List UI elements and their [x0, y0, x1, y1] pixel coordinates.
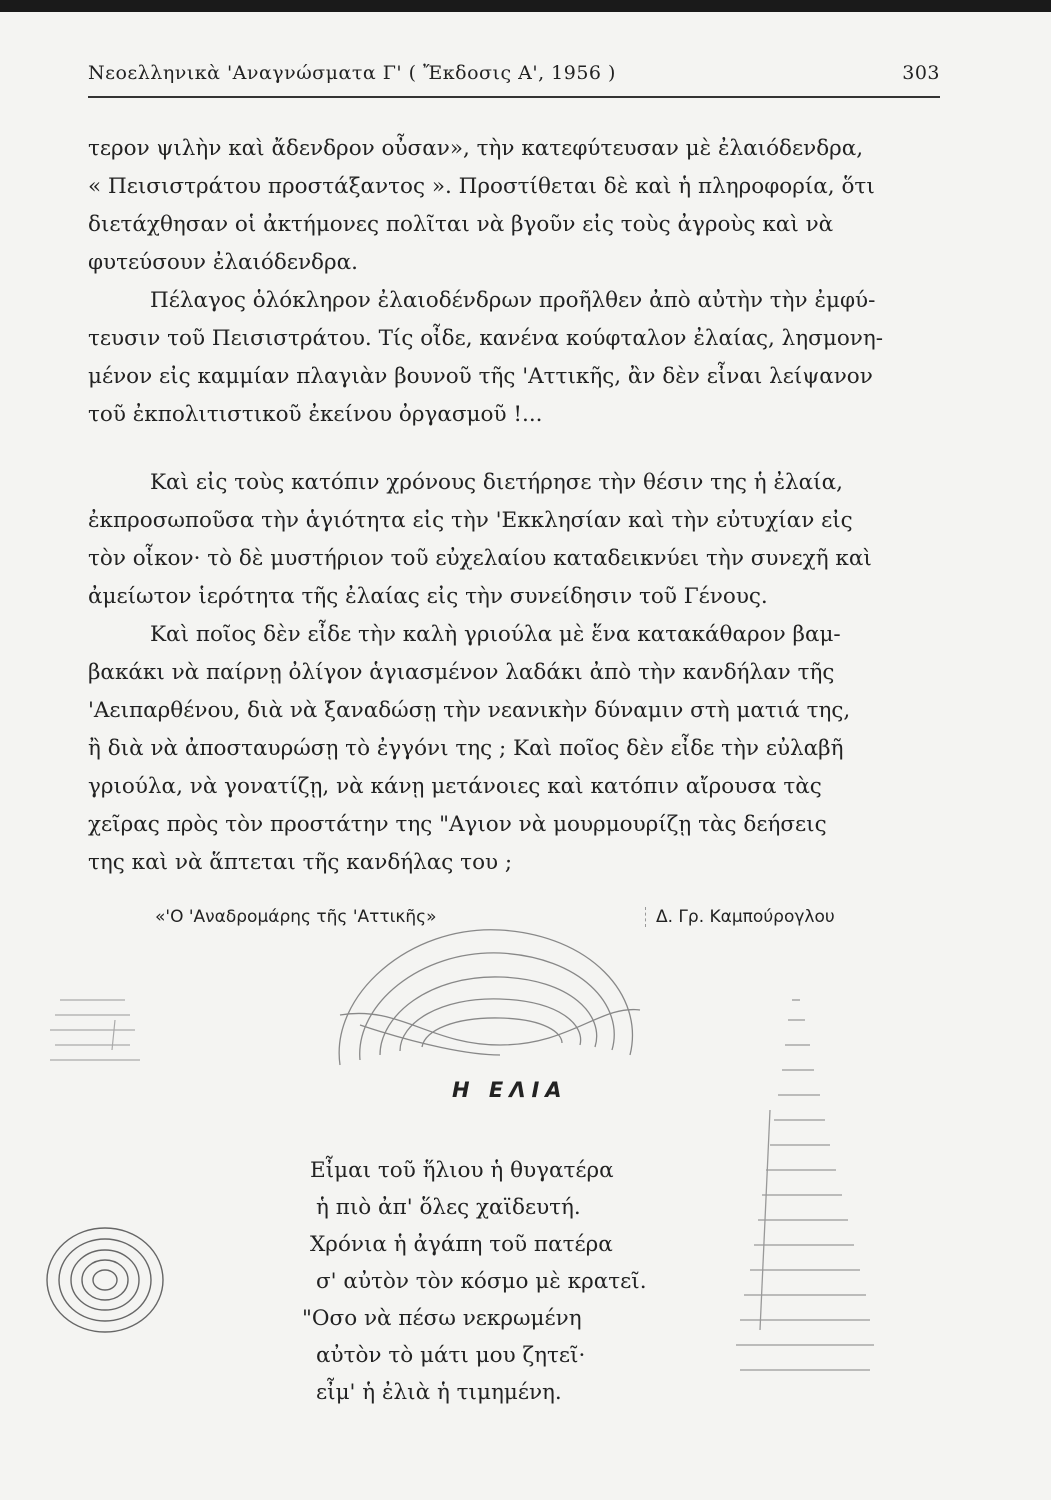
text-line: φυτεύσουν ἐλαιόδενδρα. — [88, 250, 358, 275]
scan-top-edge — [0, 0, 1051, 12]
text-line: τὸν οἶκον· τὸ δὲ μυστήριον τοῦ εὐχελαίου καταδεικνύει τὴν συνεχῆ καὶ — [88, 546, 872, 571]
text-line: γριούλα, νὰ γονατίζῃ, νὰ κάνῃ μετάνοιες καὶ κατόπιν αἴρουσα τὰς — [88, 774, 822, 799]
text-line: 'Αειπαρθένου, διὰ νὰ ξαναδώσῃ τὴν νεανικὴν δύναμιν στὴ ματιά της, — [88, 698, 851, 723]
text-line: « Πεισιστράτου προστάξαντος ». Προστίθεται δὲ καὶ ἡ πληροφορία, ὅτι — [88, 174, 875, 199]
header-rule — [88, 96, 940, 98]
source-author: Δ. Γρ. Καμπούρογλου — [645, 907, 835, 927]
text-line: χεῖρας πρὸς τὸν προστάτην της "Αγιον νὰ μουρμουρίζῃ τὰς δεήσεις — [88, 812, 827, 837]
poem-line: σ' αὐτὸν τὸν κόσμο μὲ κρατεῖ. — [316, 1269, 647, 1294]
text-line: Καὶ εἰς τοὺς κατόπιν χρόνους διετήρησε τὴν θέσιν της ἡ ἐλαία, — [150, 470, 843, 495]
margin-lines-left-icon — [40, 990, 150, 1080]
text-line: ἀμείωτον ἱερότητα τῆς ἐλαίας εἰς τὴν συνείδησιν τοῦ Γένους. — [88, 584, 768, 609]
poem-line: ἡ πιὸ ἀπ' ὅλες χαϊδευτή. — [316, 1195, 581, 1220]
text-line: ἐκπροσωποῦσα τὴν ἁγιότητα εἰς τὴν 'Εκκλησίαν καὶ τὴν εὐτυχίαν εἰς — [88, 508, 853, 533]
poem — [302, 1152, 647, 1411]
poem-line: Εἶμαι τοῦ ἥλιου ἡ θυγατέρα — [310, 1158, 614, 1183]
text-line: τερον ψιλὴν καὶ ἄδενδρον οὖσαν», τὴν κατεφύτευσαν μὲ ἐλαιόδενδρα, — [88, 136, 864, 161]
source-work: «'Ο 'Αναδρομάρης τῆς 'Αττικῆς» — [155, 907, 437, 927]
text-line: τοῦ ἐκπολιτιστικοῦ ἐκείνου ὀργασμοῦ !... — [88, 402, 543, 427]
poem-line: Χρόνια ἡ ἀγάπη τοῦ πατέρα — [310, 1232, 613, 1257]
tree-outline-drawing-icon — [730, 990, 880, 1400]
text-line: μένον εἰς καμμίαν πλαγιὰν βουνοῦ τῆς 'Αττικῆς, ἂν δὲν εἶναι λείψανον — [88, 364, 873, 389]
poem-title: Η ΕΛΙΑ — [452, 1078, 568, 1102]
text-line: βακάκι νὰ παίρνῃ ὀλίγον ἁγιασμένον λαδάκι ἀπὸ τὴν κανδήλαν τῆς — [88, 660, 835, 685]
book-title: Νεοελληνικὰ 'Αναγνώσματα Γ' ( Ἔκδοσις Α', 1956 ) — [88, 62, 616, 84]
paragraph-1 — [88, 130, 940, 282]
spiral-drawing-icon — [40, 1220, 170, 1340]
page-number: 303 — [902, 62, 940, 84]
text-line: διετάχθησαν οἱ ἀκτήμονες πολῖται νὰ βγοῦν εἰς τοὺς ἀγροὺς καὶ νὰ — [88, 212, 834, 237]
running-header — [88, 62, 940, 84]
paragraph-4 — [88, 616, 940, 882]
paragraph-2 — [88, 282, 940, 434]
text-line: της καὶ νὰ ἅπτεται τῆς κανδήλας του ; — [88, 850, 513, 875]
text-line: Καὶ ποῖος δὲν εἶδε τὴν καλὴ γριούλα μὲ ἕνα κατακάθαρον βαμ- — [150, 622, 841, 647]
sun-rays-drawing-icon — [300, 905, 660, 1085]
text-line: ἢ διὰ νὰ ἀποσταυρώσῃ τὸ ἐγγόνι της ; Καὶ ποῖος δὲν εἶδε τὴν εὐλαβῆ — [88, 736, 844, 761]
text-line: τευσιν τοῦ Πεισιστράτου. Τίς οἶδε, κανένα κούφταλον ἐλαίας, λησμονη- — [88, 326, 883, 351]
poem-line: εἶμ' ἡ ἐλιὰ ἡ τιμημένη. — [316, 1380, 562, 1405]
poem-line: "Οσο νὰ πέσω νεκρωμένη — [302, 1306, 582, 1331]
text-line: Πέλαγος ὁλόκληρον ἐλαιοδένδρων προῆλθεν ἀπὸ αὐτὴν τὴν ἐμφύ- — [150, 288, 876, 313]
paragraph-3 — [88, 464, 940, 616]
poem-line: αὐτὸν τὸ μάτι μου ζητεῖ· — [316, 1343, 586, 1368]
